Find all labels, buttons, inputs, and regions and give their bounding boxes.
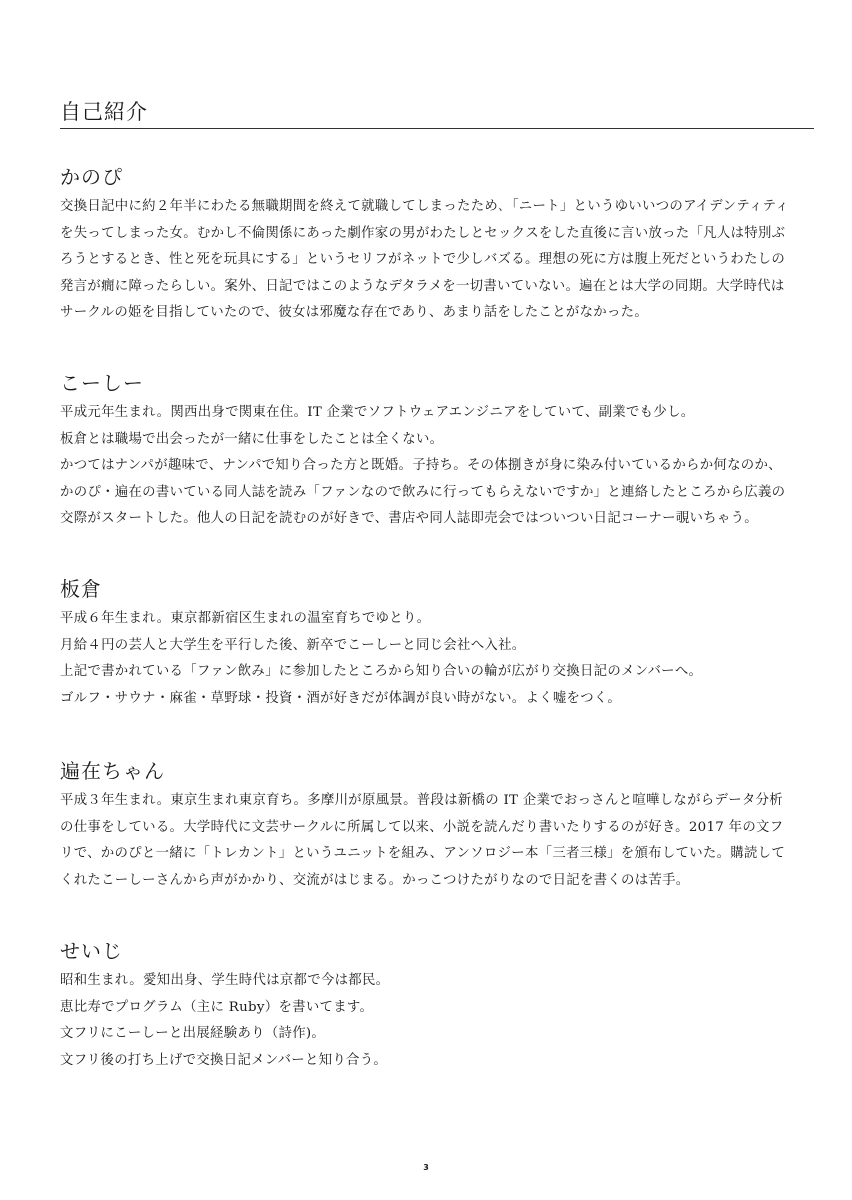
body-line: 平成３年生まれ。東京生まれ東京育ち。多摩川が原風景。普段は新橋の IT 企業でおっさんと喧嘩しながらデータ分析 bbox=[60, 793, 783, 808]
body-line: 上記で書かれている「ファン飲み」に参加したところから知り合いの輪が広がり交換日記のメンバーへ。 bbox=[60, 664, 703, 679]
section-heading: こーしー bbox=[60, 371, 144, 395]
body-line: 板倉とは職場で出会ったが一緒に仕事をしたことは全くない。 bbox=[60, 431, 444, 447]
profile-section-itakura bbox=[60, 576, 820, 712]
body-line: 昭和生まれ。愛知出身、学生時代は京都で今は都民。 bbox=[60, 973, 390, 988]
body-line: リで、かのぴと一緒に「トレカント」というユニットを組み、アンソロジー本「三者三様」を頒布していた。購読して bbox=[60, 846, 786, 861]
body-line: ゴルフ・サウナ・麻雀・草野球・投資・酒が好きだが体調が良い時がない。よく嘘をつく。 bbox=[60, 690, 622, 706]
section-heading: かのぴ bbox=[60, 165, 123, 189]
profile-section-seiji bbox=[60, 938, 820, 1074]
section-heading: せいじ bbox=[60, 939, 123, 963]
body-line: 文フリ後の打ち上げで交換日記メンバーと知り合う。 bbox=[60, 1052, 388, 1068]
page-title-container bbox=[60, 98, 814, 129]
body-line: 恵比寿でプログラム（主に Ruby）を書いてます。 bbox=[60, 999, 374, 1015]
page-number: 3 bbox=[423, 1163, 429, 1172]
section-heading: 板倉 bbox=[60, 577, 102, 601]
profile-section-kanopi bbox=[60, 164, 820, 327]
profile-section-koshi bbox=[60, 370, 820, 533]
body-line: 交換日記中に約２年半にわたる無職期間を終えて就職してしまったため､「ニート」というゆいいつのアイデンティティ bbox=[60, 199, 789, 214]
body-line: 発言が癇に障ったらしい。案外、日記ではこのようなデタラメを一切書いていない。遍在とは大学の同期。大学時代は bbox=[60, 278, 785, 294]
body-line: の仕事をしている。大学時代に文芸サークルに所属して以来、小説を読んだり書いたりするのが好き。2017 年の文フ bbox=[60, 819, 784, 835]
section-heading: 遍在ちゃん bbox=[60, 759, 165, 783]
body-line: 文フリにこーしーと出展経験あり（詩作)。 bbox=[60, 1026, 326, 1041]
body-line: を失ってしまった女。むかし不倫関係にあった劇作家の男がわたしとセックスをした直後に言い放った「凡人は特別ぶ bbox=[60, 225, 786, 241]
profile-section-henzai bbox=[60, 758, 820, 894]
body-line: 月給４円の芸人と大学生を平行した後、新卒でこーしーと同じ会社へ入社。 bbox=[60, 637, 526, 653]
body-line: 交際がスタートした。他人の日記を読むのが好きで、書店や同人誌即売会ではついつい日記コーナー覗いちゃう。 bbox=[60, 511, 758, 526]
body-line: くれたこーしーさんから声がかかり、交流がはじまる。かっこつけたがりなので日記を書くのは苦手。 bbox=[60, 872, 690, 888]
page-title: 自己紹介 bbox=[60, 100, 148, 124]
body-line: 平成６年生まれ。東京都新宿区生まれの温室育ちでゆとり。 bbox=[60, 611, 431, 626]
body-line: 平成元年生まれ。関西出身で関東在住。IT 企業でソフトウェアエンジニアをしていて、副業でも少し。 bbox=[60, 405, 695, 420]
body-line: かつてはナンパが趣味で、ナンパで知り合った方と既婚。子持ち。その体捌きが身に染み付いているからか何なのか、 bbox=[60, 458, 782, 473]
body-line: サークルの姫を目指していたので、彼女は邪魔な存在であり、あまり話をしたことがなかった。 bbox=[60, 305, 649, 320]
body-line: ろうとするとき、性と死を玩具にする」というセリフがネットで少しバズる。理想の死に方は腹上死だというわたしの bbox=[60, 252, 786, 267]
body-line: かのぴ・遍在の書いている同人誌を読み「ファンなので飲みに行ってもらえないですか」と連絡したところから広義の bbox=[60, 484, 786, 500]
